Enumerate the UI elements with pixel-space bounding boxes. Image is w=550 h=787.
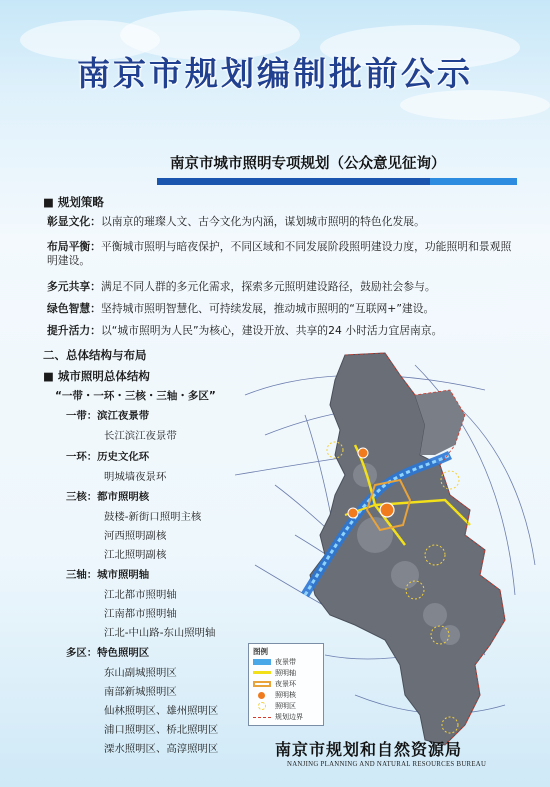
legend-swatch — [253, 717, 271, 718]
strategy-item: 彰显文化：以南京的璀璨人文、古今文化为内涵，谋划城市照明的特色化发展。 — [47, 215, 425, 228]
structure-group: 一带：滨江夜景带 — [66, 410, 150, 422]
legend-item: 照明轴 — [253, 668, 323, 678]
structure-item: 浦口照明区、桥北照明区 — [104, 724, 219, 736]
structure-group: 三轴：城市照明轴 — [66, 569, 150, 581]
structure-heading: ■ 城市照明总体结构 — [43, 369, 150, 383]
strategy-item: 提升活力：以“城市照明为人民”为核心，建设开放、共享的24 小时活力宜居南京。 — [47, 324, 443, 337]
legend-swatch — [258, 692, 265, 699]
structure-item: 江南都市照明轴 — [104, 608, 177, 620]
lighting-core — [358, 448, 368, 458]
strategy-label: 多元共享： — [47, 280, 101, 293]
structure-item: 鼓楼-新街口照明主核 — [104, 511, 202, 523]
strategy-label: 提升活力： — [47, 324, 101, 337]
structure-item: 江北都市照明轴 — [104, 589, 177, 601]
map-legend — [248, 643, 324, 726]
structure-item: 东山副城照明区 — [104, 667, 177, 679]
legend-swatch — [253, 671, 271, 674]
structure-item: 南部新城照明区 — [104, 686, 177, 698]
legend-item: 夜景环 — [253, 679, 323, 689]
structure-item: 溧水照明区、高淳照明区 — [104, 743, 219, 755]
lighting-core — [380, 503, 394, 517]
strategy-label: 彰显文化： — [47, 215, 101, 228]
strategy-item: 布局平衡：平衡城市照明与暗夜保护，不同区域和不同发展阶段照明建设力度，功能照明和景观照明建设。 — [47, 240, 512, 267]
structure-item: 江北照明副核 — [104, 549, 167, 561]
city-area — [310, 353, 505, 745]
structure-group: 一环：历史文化环 — [66, 451, 150, 463]
legend-swatch — [258, 702, 266, 710]
structure-item: 江北-中山路-东山照明轴 — [104, 627, 216, 639]
page-subtitle: 南京市城市照明专项规划（公众意见征询） — [170, 155, 446, 172]
legend-swatch — [253, 681, 271, 687]
legend-item: 夜景带 — [253, 657, 323, 667]
structure-item: 长江滨江夜景带 — [104, 430, 177, 442]
structure-group: 多区：特色照明区 — [66, 647, 150, 659]
strategy-label: 绿色智慧： — [47, 302, 101, 315]
footer-organization: 南京市规划和自然资源局 — [275, 740, 463, 759]
strategy-item: 绿色智慧：坚持城市照明智慧化、可持续发展，推动城市照明的“互联网+”建设。 — [47, 302, 435, 315]
structure-slogan: “一带・一环・三核・三轴・多区” — [55, 390, 216, 402]
legend-item: 照明核 — [253, 690, 323, 700]
structure-group: 三核：都市照明核 — [66, 491, 150, 503]
section2-heading: 二、总体结构与布局 — [43, 348, 147, 362]
structure-item: 河西照明副核 — [104, 530, 167, 542]
legend-item: 照明区 — [253, 701, 323, 711]
legend-title: 图例 — [253, 647, 268, 656]
structure-item: 明城墙夜景环 — [104, 471, 167, 483]
legend-swatch — [253, 659, 271, 665]
structure-item: 仙林照明区、雄州照明区 — [104, 705, 219, 717]
footer-organization-en: NANJING PLANNING AND NATURAL RESOURCES BUREAU — [287, 761, 487, 768]
legend-item: 规划边界 — [253, 712, 323, 722]
strategy-item: 多元共享：满足不同人群的多元化需求，探索多元照明建设路径，鼓励社会参与。 — [47, 280, 436, 293]
lighting-core — [348, 508, 358, 518]
strategy-heading: ■ 规划策略 — [43, 195, 104, 209]
subtitle-underline-accent — [430, 178, 517, 185]
page-title: 南京市规划编制批前公示 — [77, 54, 473, 93]
strategy-label: 布局平衡： — [47, 240, 101, 253]
